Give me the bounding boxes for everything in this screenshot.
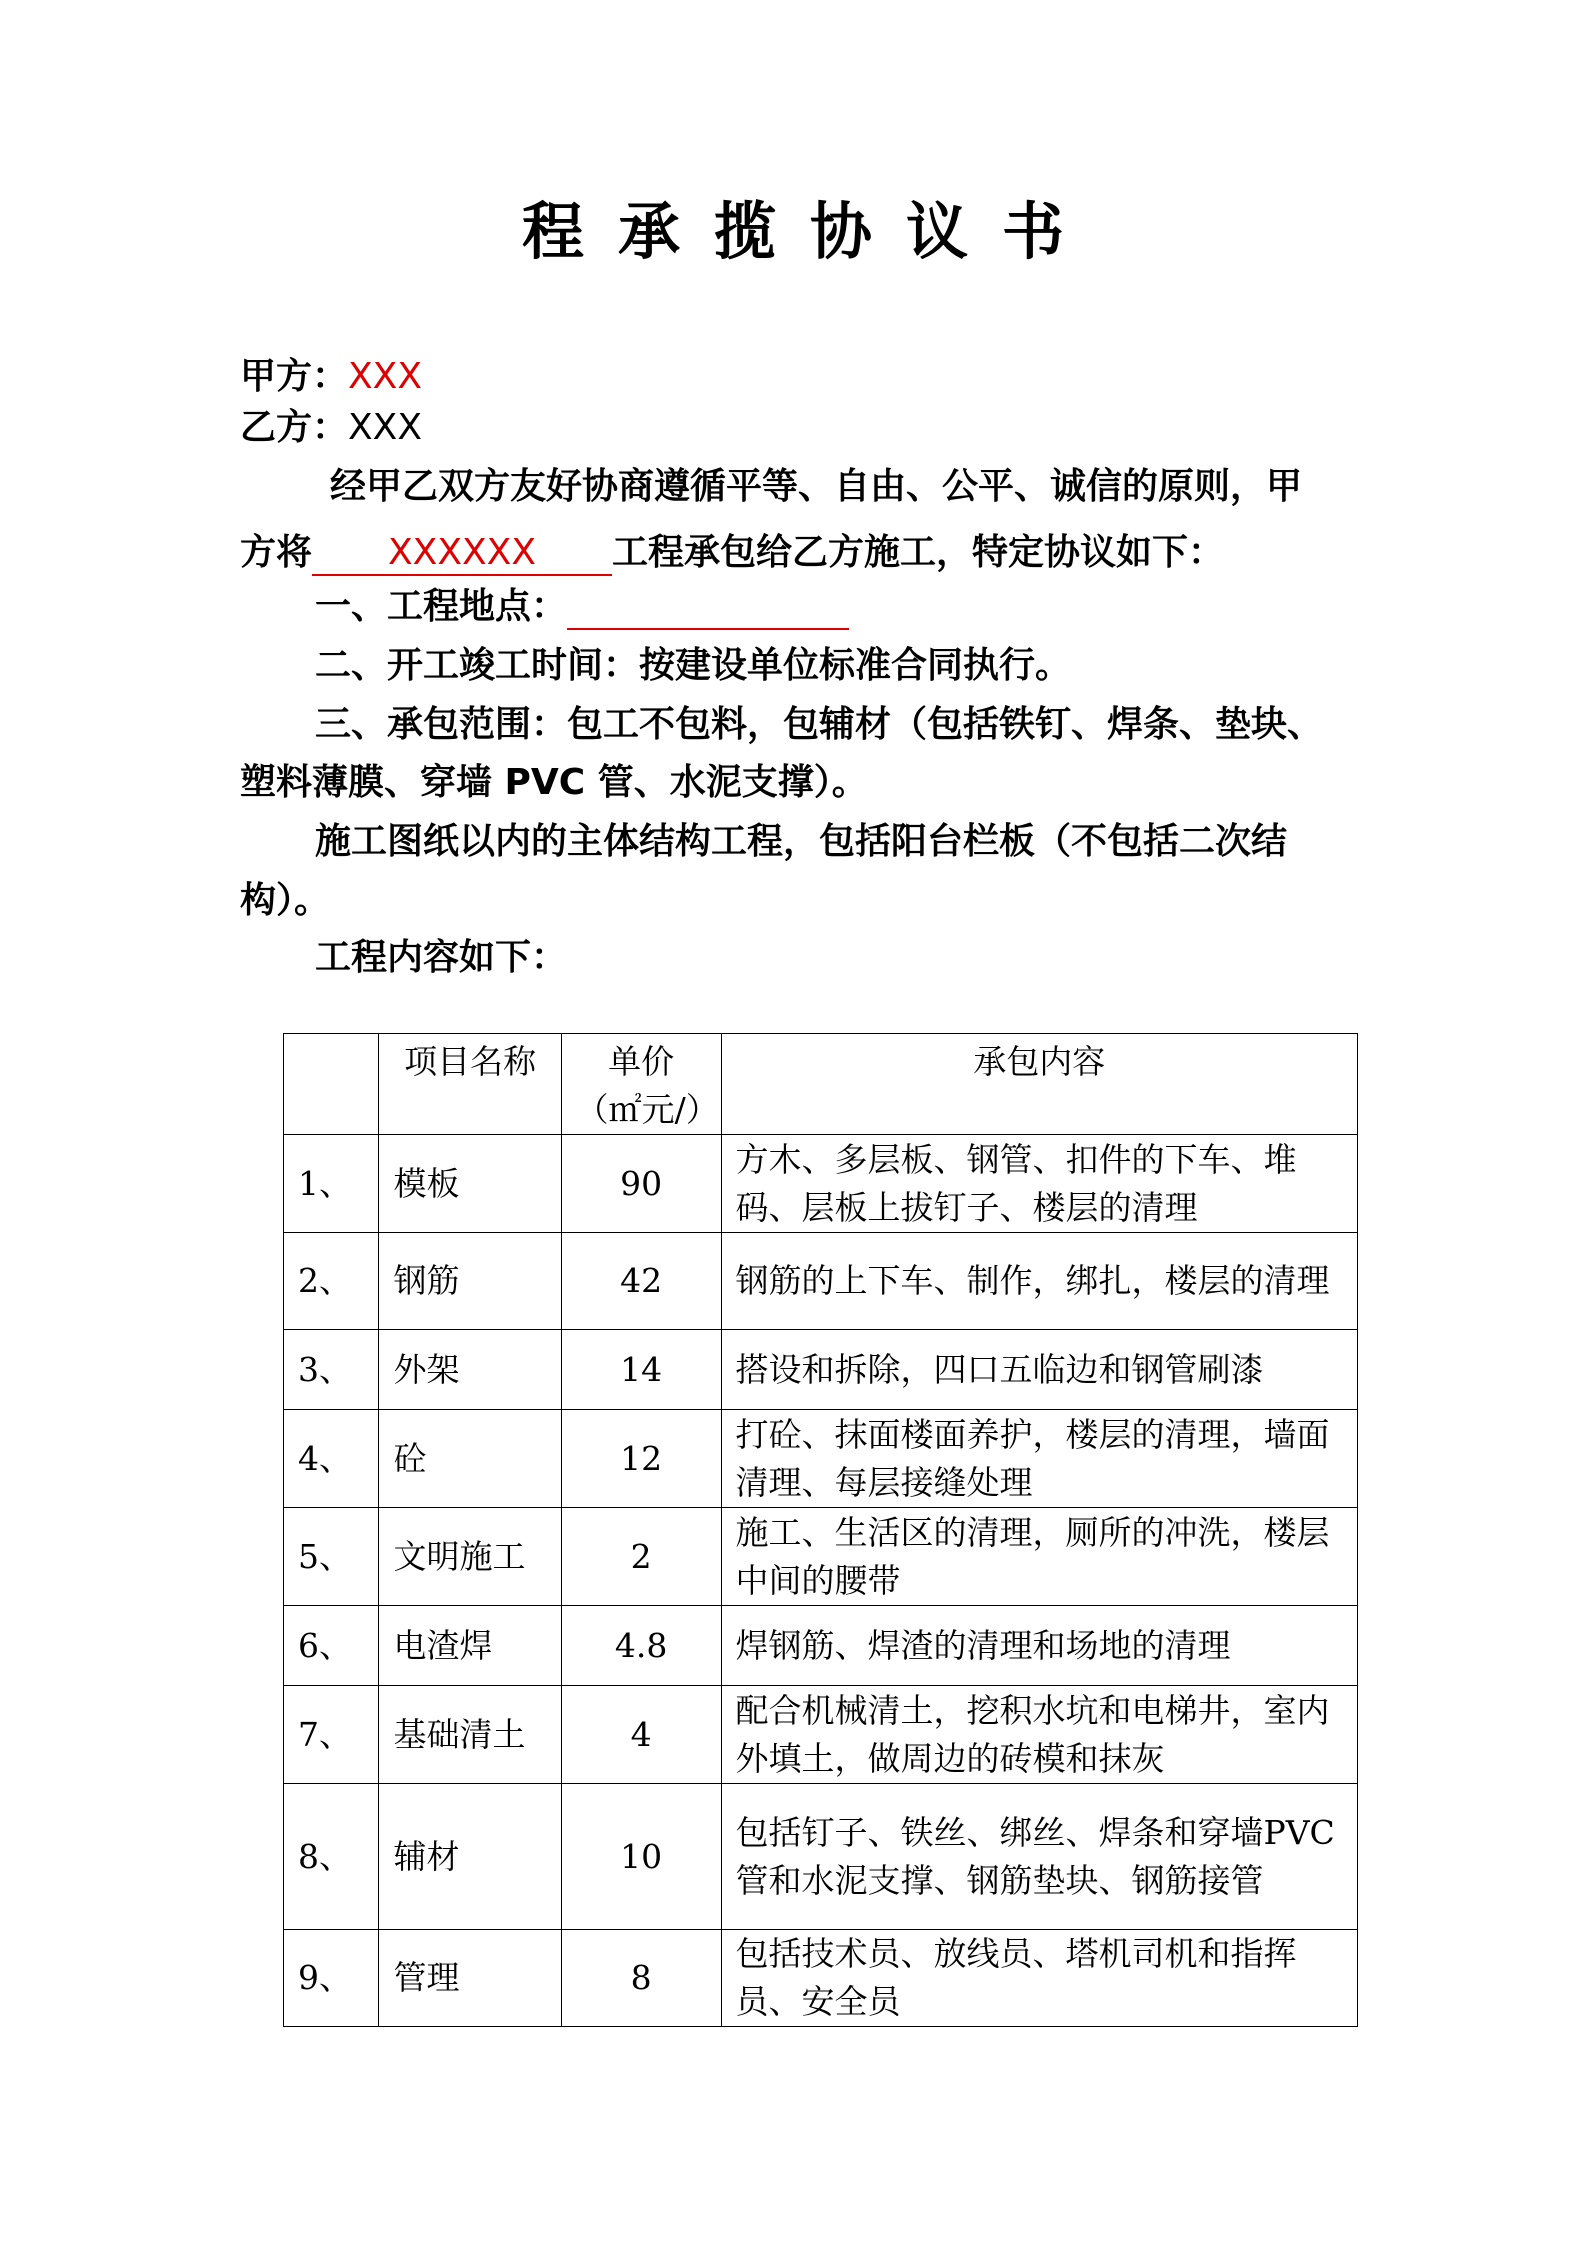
row-name: 外架: [379, 1330, 561, 1410]
row-content: 钢筋的上下车、制作，绑扎，楼层的清理: [721, 1233, 1358, 1330]
row-no: 3、: [284, 1330, 379, 1410]
row-price: 42: [561, 1233, 721, 1330]
header-price: 单价（㎡元/）: [561, 1034, 721, 1135]
row-price: 2: [561, 1508, 721, 1606]
row-price: 4.8: [561, 1606, 721, 1686]
table-row: [284, 1784, 1358, 1930]
row-content: 包括钉子、铁丝、绑丝、焊条和穿墙PVC管和水泥支撑、钢筋垫块、钢筋接管: [721, 1784, 1358, 1930]
row-content: 配合机械清土，挖积水坑和电梯井，室内外填土，做周边的砖模和抹灰: [721, 1686, 1358, 1784]
item-scope-line1: 三、承包范围：包工不包料，包辅材（包括铁钉、焊条、垫块、: [315, 704, 1324, 745]
row-name: 电渣焊: [379, 1606, 561, 1686]
party-b-value: XXX: [348, 407, 423, 448]
table-row: [284, 1135, 1358, 1233]
party-b-label: 乙方：: [240, 407, 349, 448]
item-location: [315, 582, 849, 632]
row-no: 4、: [284, 1410, 379, 1508]
header-content: 承包内容: [721, 1034, 1358, 1135]
table-row: [284, 1930, 1358, 2027]
party-a-label: 甲方：: [240, 356, 349, 397]
row-no: 6、: [284, 1606, 379, 1686]
row-name: 砼: [379, 1410, 561, 1508]
para1-prefix: 方将: [240, 532, 313, 573]
para1-suffix: 工程承包给乙方施工，特定协议如下：: [612, 532, 1225, 573]
row-name: 模板: [379, 1135, 561, 1233]
para1-line2: [240, 528, 1224, 578]
table-row: [284, 1508, 1358, 1606]
row-no: 1、: [284, 1135, 379, 1233]
row-no: 8、: [284, 1784, 379, 1930]
row-no: 9、: [284, 1930, 379, 2027]
row-content: 施工、生活区的清理，厕所的冲洗，楼层中间的腰带: [721, 1508, 1358, 1606]
row-content: 搭设和拆除，四口五临边和钢管刷漆: [721, 1330, 1358, 1410]
para1-line1: 经甲乙双方友好协商遵循平等、自由、公平、诚信的原则，甲: [330, 466, 1303, 507]
project-name-blank: XXXXXX: [312, 528, 612, 576]
party-b-line: [240, 403, 422, 453]
row-name: 文明施工: [379, 1508, 561, 1606]
table-row: [284, 1686, 1358, 1784]
row-content: 焊钢筋、焊渣的清理和场地的清理: [721, 1606, 1358, 1686]
party-a-value: XXX: [348, 356, 423, 397]
row-price: 4: [561, 1686, 721, 1784]
para2-line1: 施工图纸以内的主体结构工程，包括阳台栏板（不包括二次结: [315, 821, 1288, 862]
header-no: [284, 1034, 379, 1135]
row-content: 方木、多层板、钢管、扣件的下车、堆码、层板上拔钉子、楼层的清理: [721, 1135, 1358, 1233]
row-name: 基础清土: [379, 1686, 561, 1784]
para2-line2: 构）。: [240, 880, 331, 921]
page-title: 程承揽协议书: [521, 195, 1098, 268]
row-content: 包括技术员、放线员、塔机司机和指挥员、安全员: [721, 1930, 1358, 2027]
table-header-row: [284, 1034, 1358, 1135]
row-price: 14: [561, 1330, 721, 1410]
row-content: 打砼、抹面楼面养护，楼层的清理，墙面清理、每层接缝处理: [721, 1410, 1358, 1508]
table-row: [284, 1410, 1358, 1508]
row-price: 12: [561, 1410, 721, 1508]
table-row: [284, 1330, 1358, 1410]
row-price: 10: [561, 1784, 721, 1930]
row-no: 7、: [284, 1686, 379, 1784]
row-no: 5、: [284, 1508, 379, 1606]
work-content-table: [283, 1033, 1358, 2027]
party-a-line: [240, 352, 422, 402]
header-name: 项目名称: [379, 1034, 561, 1135]
location-blank: [567, 582, 849, 630]
row-price: 8: [561, 1930, 721, 2027]
row-no: 2、: [284, 1233, 379, 1330]
item-scope-line2: 塑料薄膜、穿墙 PVC 管、水泥支撑）。: [240, 762, 868, 803]
table-row: [284, 1233, 1358, 1330]
table-row: [284, 1606, 1358, 1686]
item-location-label: 一、工程地点：: [315, 586, 568, 627]
content-heading: 工程内容如下：: [315, 937, 568, 978]
row-name: 钢筋: [379, 1233, 561, 1330]
item-schedule: 二、开工竣工时间：按建设单位标准合同执行。: [315, 645, 1072, 686]
row-name: 辅材: [379, 1784, 561, 1930]
row-name: 管理: [379, 1930, 561, 2027]
row-price: 90: [561, 1135, 721, 1233]
